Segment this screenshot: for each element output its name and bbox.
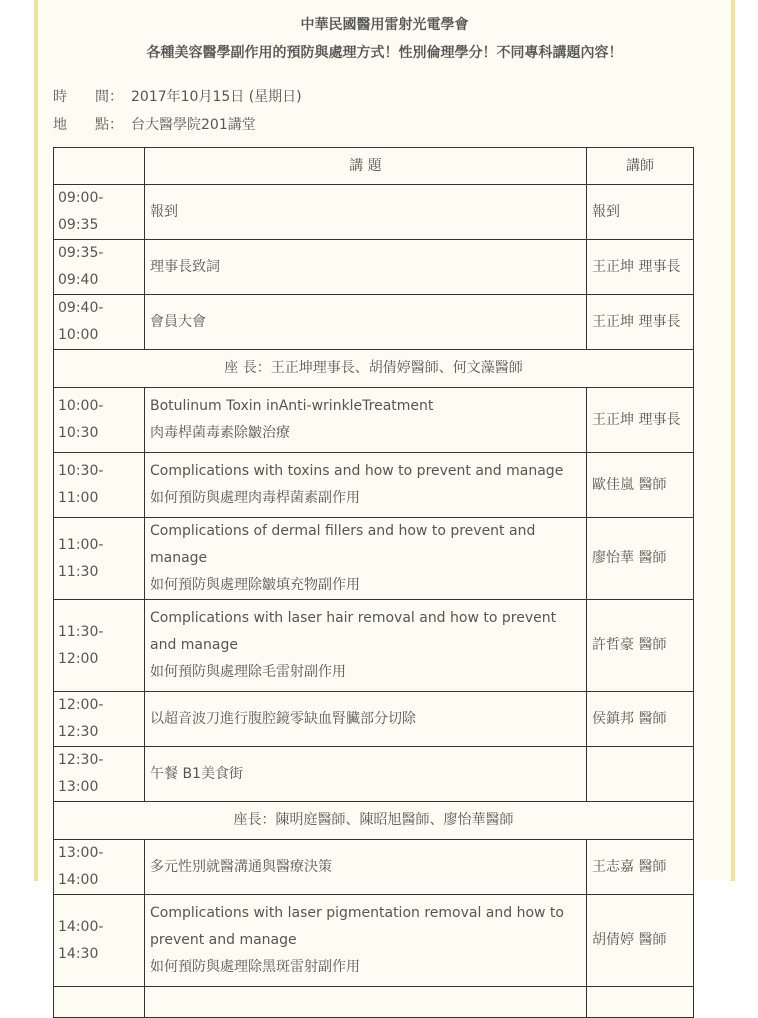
speaker-cell: 王正坤 理事長 bbox=[587, 295, 694, 350]
topic-chinese: 肉毒桿菌毒素除皺治療 bbox=[150, 425, 290, 441]
time-cell: 09:00-09:35 bbox=[54, 185, 145, 240]
topic-cell bbox=[145, 600, 587, 692]
topic-cell bbox=[145, 987, 587, 1018]
speaker-cell: 王正坤 理事長 bbox=[587, 240, 694, 295]
time-cell: 09:35-09:40 bbox=[54, 240, 145, 295]
time-value: 2017年10月15日 (星期日) bbox=[131, 89, 302, 105]
speaker-cell: 侯鎮邦 醫師 bbox=[587, 692, 694, 747]
session-chair-cell: 座長：陳明庭醫師、陳昭旭醫師、廖怡華醫師 bbox=[54, 802, 694, 840]
table-header-row bbox=[54, 148, 694, 185]
table-row bbox=[54, 840, 694, 895]
speaker-cell: 王志嘉 醫師 bbox=[587, 840, 694, 895]
time-cell: 13:00-14:00 bbox=[54, 840, 145, 895]
speaker-cell: 報到 bbox=[587, 185, 694, 240]
speaker-cell: 王正坤 理事長 bbox=[587, 388, 694, 453]
topic-cell: 以超音波刀進行腹腔鏡零缺血腎臟部分切除 bbox=[145, 692, 587, 747]
header-topic-cell: 講 題 bbox=[145, 148, 587, 185]
time-cell: 11:00-11:30 bbox=[54, 518, 145, 600]
topic-cell: 午餐 B1美食街 bbox=[145, 747, 587, 802]
topic-chinese: 如何預防與處理除毛雷射副作用 bbox=[150, 664, 346, 680]
header-time-cell bbox=[54, 148, 145, 185]
time-cell: 09:40-10:00 bbox=[54, 295, 145, 350]
topic-cell: 會員大會 bbox=[145, 295, 587, 350]
place-value: 台大醫學院201講堂 bbox=[131, 117, 256, 133]
speaker-cell bbox=[587, 747, 694, 802]
place-label: 地 點： bbox=[53, 117, 123, 133]
topic-english: Complications of dermal fillers and how to prevent and manage bbox=[150, 523, 536, 566]
topic-chinese: 如何預防與處理除皺填充物副作用 bbox=[150, 577, 360, 593]
speaker-cell: 廖怡華 醫師 bbox=[587, 518, 694, 600]
topic-cell: 報到 bbox=[145, 185, 587, 240]
topic-english: Complications with toxins and how to prevent and manage bbox=[150, 463, 564, 479]
organization-title: 中華民國醫用雷射光電學會 bbox=[300, 17, 469, 33]
time-label: 時 間： bbox=[53, 89, 123, 105]
topic-cell bbox=[145, 388, 587, 453]
topic-chinese: 如何預防與處理肉毒桿菌素副作用 bbox=[150, 490, 360, 506]
session-chair-row bbox=[54, 802, 694, 840]
topic-english: Complications with laser hair removal and how to prevent and manage bbox=[150, 610, 557, 653]
topic-english: Botulinum Toxin inAnti-wrinkleTreatment bbox=[150, 398, 434, 414]
table-row bbox=[54, 240, 694, 295]
table-row bbox=[54, 747, 694, 802]
time-cell: 11:30-12:00 bbox=[54, 600, 145, 692]
table-row bbox=[54, 185, 694, 240]
table-row bbox=[54, 692, 694, 747]
table-row bbox=[54, 895, 694, 987]
table-row-partial bbox=[54, 987, 694, 1018]
header-speaker-cell: 講師 bbox=[587, 148, 694, 185]
time-cell: 12:30-13:00 bbox=[54, 747, 145, 802]
speaker-cell bbox=[587, 987, 694, 1018]
topic-cell bbox=[145, 518, 587, 600]
table-row bbox=[54, 453, 694, 518]
page-frame-right bbox=[731, 0, 735, 881]
speaker-cell: 胡倩婷 醫師 bbox=[587, 895, 694, 987]
topic-english: Complications with laser pigmentation removal and how to prevent and manage bbox=[150, 905, 564, 948]
table-row bbox=[54, 600, 694, 692]
speaker-cell: 歐佳嵐 醫師 bbox=[587, 453, 694, 518]
topic-cell: 理事長致詞 bbox=[145, 240, 587, 295]
time-cell: 14:00-14:30 bbox=[54, 895, 145, 987]
schedule-table bbox=[53, 147, 694, 1018]
session-chair-row bbox=[54, 350, 694, 388]
topic-cell: 多元性別就醫溝通與醫療決策 bbox=[145, 840, 587, 895]
topic-chinese: 如何預防與處理除黑斑雷射副作用 bbox=[150, 959, 360, 975]
time-cell: 10:00-10:30 bbox=[54, 388, 145, 453]
event-time bbox=[53, 83, 731, 111]
time-cell: 12:00-12:30 bbox=[54, 692, 145, 747]
article-content bbox=[38, 0, 731, 975]
event-place bbox=[53, 111, 731, 139]
table-row bbox=[54, 295, 694, 350]
table-row bbox=[54, 388, 694, 453]
table-row bbox=[54, 518, 694, 600]
time-cell bbox=[54, 987, 145, 1018]
topic-cell bbox=[145, 453, 587, 518]
topic-cell bbox=[145, 895, 587, 987]
event-subtitle: 各種美容醫學副作用的預防與處理方式！性別倫理學分！不同專科講題內容！ bbox=[146, 45, 623, 61]
session-chair-cell: 座 長：王正坤理事長、胡倩婷醫師、何文藻醫師 bbox=[54, 350, 694, 388]
time-cell: 10:30-11:00 bbox=[54, 453, 145, 518]
speaker-cell: 許哲豪 醫師 bbox=[587, 600, 694, 692]
